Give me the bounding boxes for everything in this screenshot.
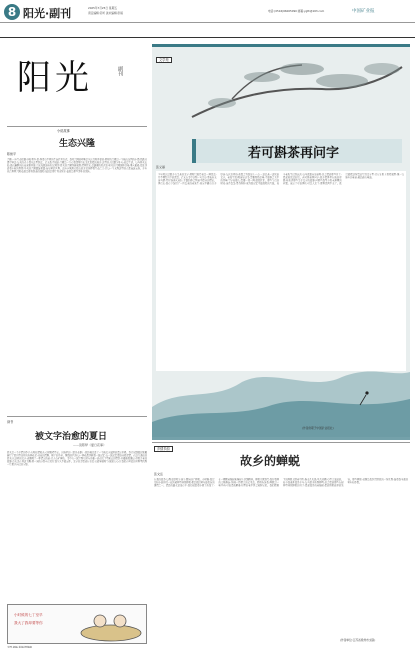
bumper-car-illustration: [78, 609, 144, 643]
poem-tag: 小说故事: [57, 129, 70, 133]
review-body: 夏天是一个多情的季节,有时热情似火,有时阴晴不定。读陈梦的《夏日花事》,我仿佛走进了一个被文字浸润的清凉世界。作者以细腻的笔触描写了夏日里盛开的各种花朵,荷花的清雅、栀子的芬芳、紫薇的烂漫,每一种花都承载着一段记忆,每一段记忆都饱含着深情。在这个炎热的夏天,读这样的文字,就像喝了一杯清凉的茶,让人心旷神怡。书中有一段写到儿时与外婆一起在院子里乘凉的情景,外婆摇着蒲扇,讲着古老的故事,萤火虫在身边飞舞,那一刻的宁静与美好让我久久不能忘怀。文字的力量就在于此,它能穿越时空,抚慰人心,让我们在喧嚣的世界里找到一片属于自己的宁静。: [7, 451, 147, 467]
feature-caption: (作者供职于中国矿业报社): [302, 426, 334, 430]
cartoon-credit: 文图·刘畅 彭娟·情场编: [7, 646, 32, 648]
paper-name: 中国矿业报: [352, 9, 375, 14]
bottom-title: 故乡的蝉蜕: [240, 454, 301, 468]
bottom-body: 在我的故乡,每到盛夏时节,树上便挂满了蝉蜕。小时候,我常常和小伙伴们一起去树林里寻找蝉蜕,那是我们童年最快乐的事情之一。清晨的露水还没有干,我们就提着小篮子出发了,在一棵棵老槐树和杨树上仔细搜寻。蝉蜕金黄透亮,保持着蝉的完整形态,仿佛一件精美的艺术品。奶奶告诉我,蝉蜕是一味中药,可以清热解毒,村里的老中医会收购它们。我们把攒下的蝉蜕卖给老中医,换来几毛钱,买几块糖,心里美滋滋的。如今我离开故乡多年,每当夏天听到蝉鸣,总会想起那些在树林里寻找蝉蜕的日子,想起故乡的老槐树,想起奶奶慈祥的笑容。那些蝉蜕,就像是故乡留给我的一份礼物,装着我全部的童年和乡愁。: [154, 478, 408, 488]
cartoon-box: [7, 604, 147, 644]
bottom-caption: (作者单位:江苏省徐州市文联): [340, 638, 376, 642]
feature-body: 少年时读过很多有关茶的文字,那时只觉得茶是一种饮品,并不懂得其中的深意。后来在书中读到一句古诗,寒夜客来茶当酒,竹炉汤沸火初红,才隐约体会到茶中蕴含的情谊。再后来,我有幸结识了一位爱茶的老先生,他家中藏有许多好茶,每次去拜访,他都会为我泡上一壶,一边品茶一边谈论文字。老先生说,喝茶如读书,需要慢慢品味,才能体会其中的真味;写字如做人,需要一笔一画,端端正正。那些午后的时光,茶香袅袅,墨香阵阵,成为我记忆中最温暖的片段。如今老先生已经远去,每当我独自泡茶时,总会想起那些日子,想起他说过的话。若可斟茶再问字,我多想再坐在他的对面,听他讲那些关于文字的故事,问那些我至今仍未弄懂的问题。茶凉了可以再续,可是人走了,便再也回不来了。我只能把这份思念写进文字里,让它在纸上慢慢发酵,像一壶陈年的老茶,越品越有味道。: [158, 173, 404, 186]
header-rule: [0, 22, 415, 23]
page-number-badge: [4, 4, 20, 20]
masthead: [13, 56, 143, 104]
masthead-subtitle: 副刊: [117, 66, 123, 76]
review-tag: 读书: [7, 420, 14, 424]
bottom-author: 张文岳: [154, 472, 164, 476]
left-rule: [7, 126, 147, 127]
poem-author: 陈智平: [7, 152, 17, 156]
feature-tag: 文学苑: [156, 57, 172, 63]
review-rule: [7, 416, 147, 417]
poem-title: 生态兴隆: [59, 139, 96, 149]
feature-author: 张义丽: [156, 165, 166, 169]
feature-title: 若可斟茶再问字: [248, 146, 340, 161]
editor-line: 责任编辑:宋昕 美术编辑:彭娟: [88, 11, 123, 15]
pine-branch-illustration: [152, 47, 410, 133]
review-title: 被文字治愈的夏日: [35, 432, 108, 442]
bottom-rule: [152, 442, 410, 443]
mountain-landscape-illustration: [152, 347, 410, 440]
cartoon-subtitle: 我大了我却要等你: [14, 621, 43, 625]
review-byline: ——读陈梦《夏日花事》: [73, 443, 107, 447]
page-number: 8: [7, 5, 17, 19]
contact-line: 电话:(0516)66005090 邮箱:ygfk@163.com: [268, 9, 325, 13]
cartoon-title: 小时候的七丁至早: [14, 613, 43, 617]
bottom-tag: 乡情乡韵: [154, 446, 173, 452]
date-line: 2025年7月25日 星期五: [88, 6, 117, 10]
poem-body: 兴隆,一座生态铁路小城,寒冬,夏,春都有不同的生态打开方式。我对兴隆的印象是从读书时开始的,那时的兴隆是一个被山包围的小镇,铁路从镇中穿过,每天的火车都从这里经过。后来我才知道,兴隆是一个有着深厚历史文化底蕴的地方,这里的人们勤劳朴实,热爱生活。每当春天来临,漫山遍野的山花竞相开放,引来无数游客驻足观赏;夏天的兴隆绿树成荫,清风徐来,是避暑的好去处;秋天的兴隆层林尽染,果实累累,处处洋溢着丰收的喜悦;冬天的兴隆银装素裹,宛如童话世界。这座小城用它独有的方式诠释着生态之美,让每一个来到这里的人都流连忘返。多年以后再回兴隆,依旧是那份熟悉的温暖,依旧是那片青山绿水,依旧是那些淳朴的笑脸。: [7, 158, 147, 174]
page-header: [0, 0, 415, 38]
masthead-title: 阳光: [17, 58, 93, 98]
feature-box: [152, 44, 410, 437]
section-name: 阳光·副刊: [23, 7, 72, 20]
